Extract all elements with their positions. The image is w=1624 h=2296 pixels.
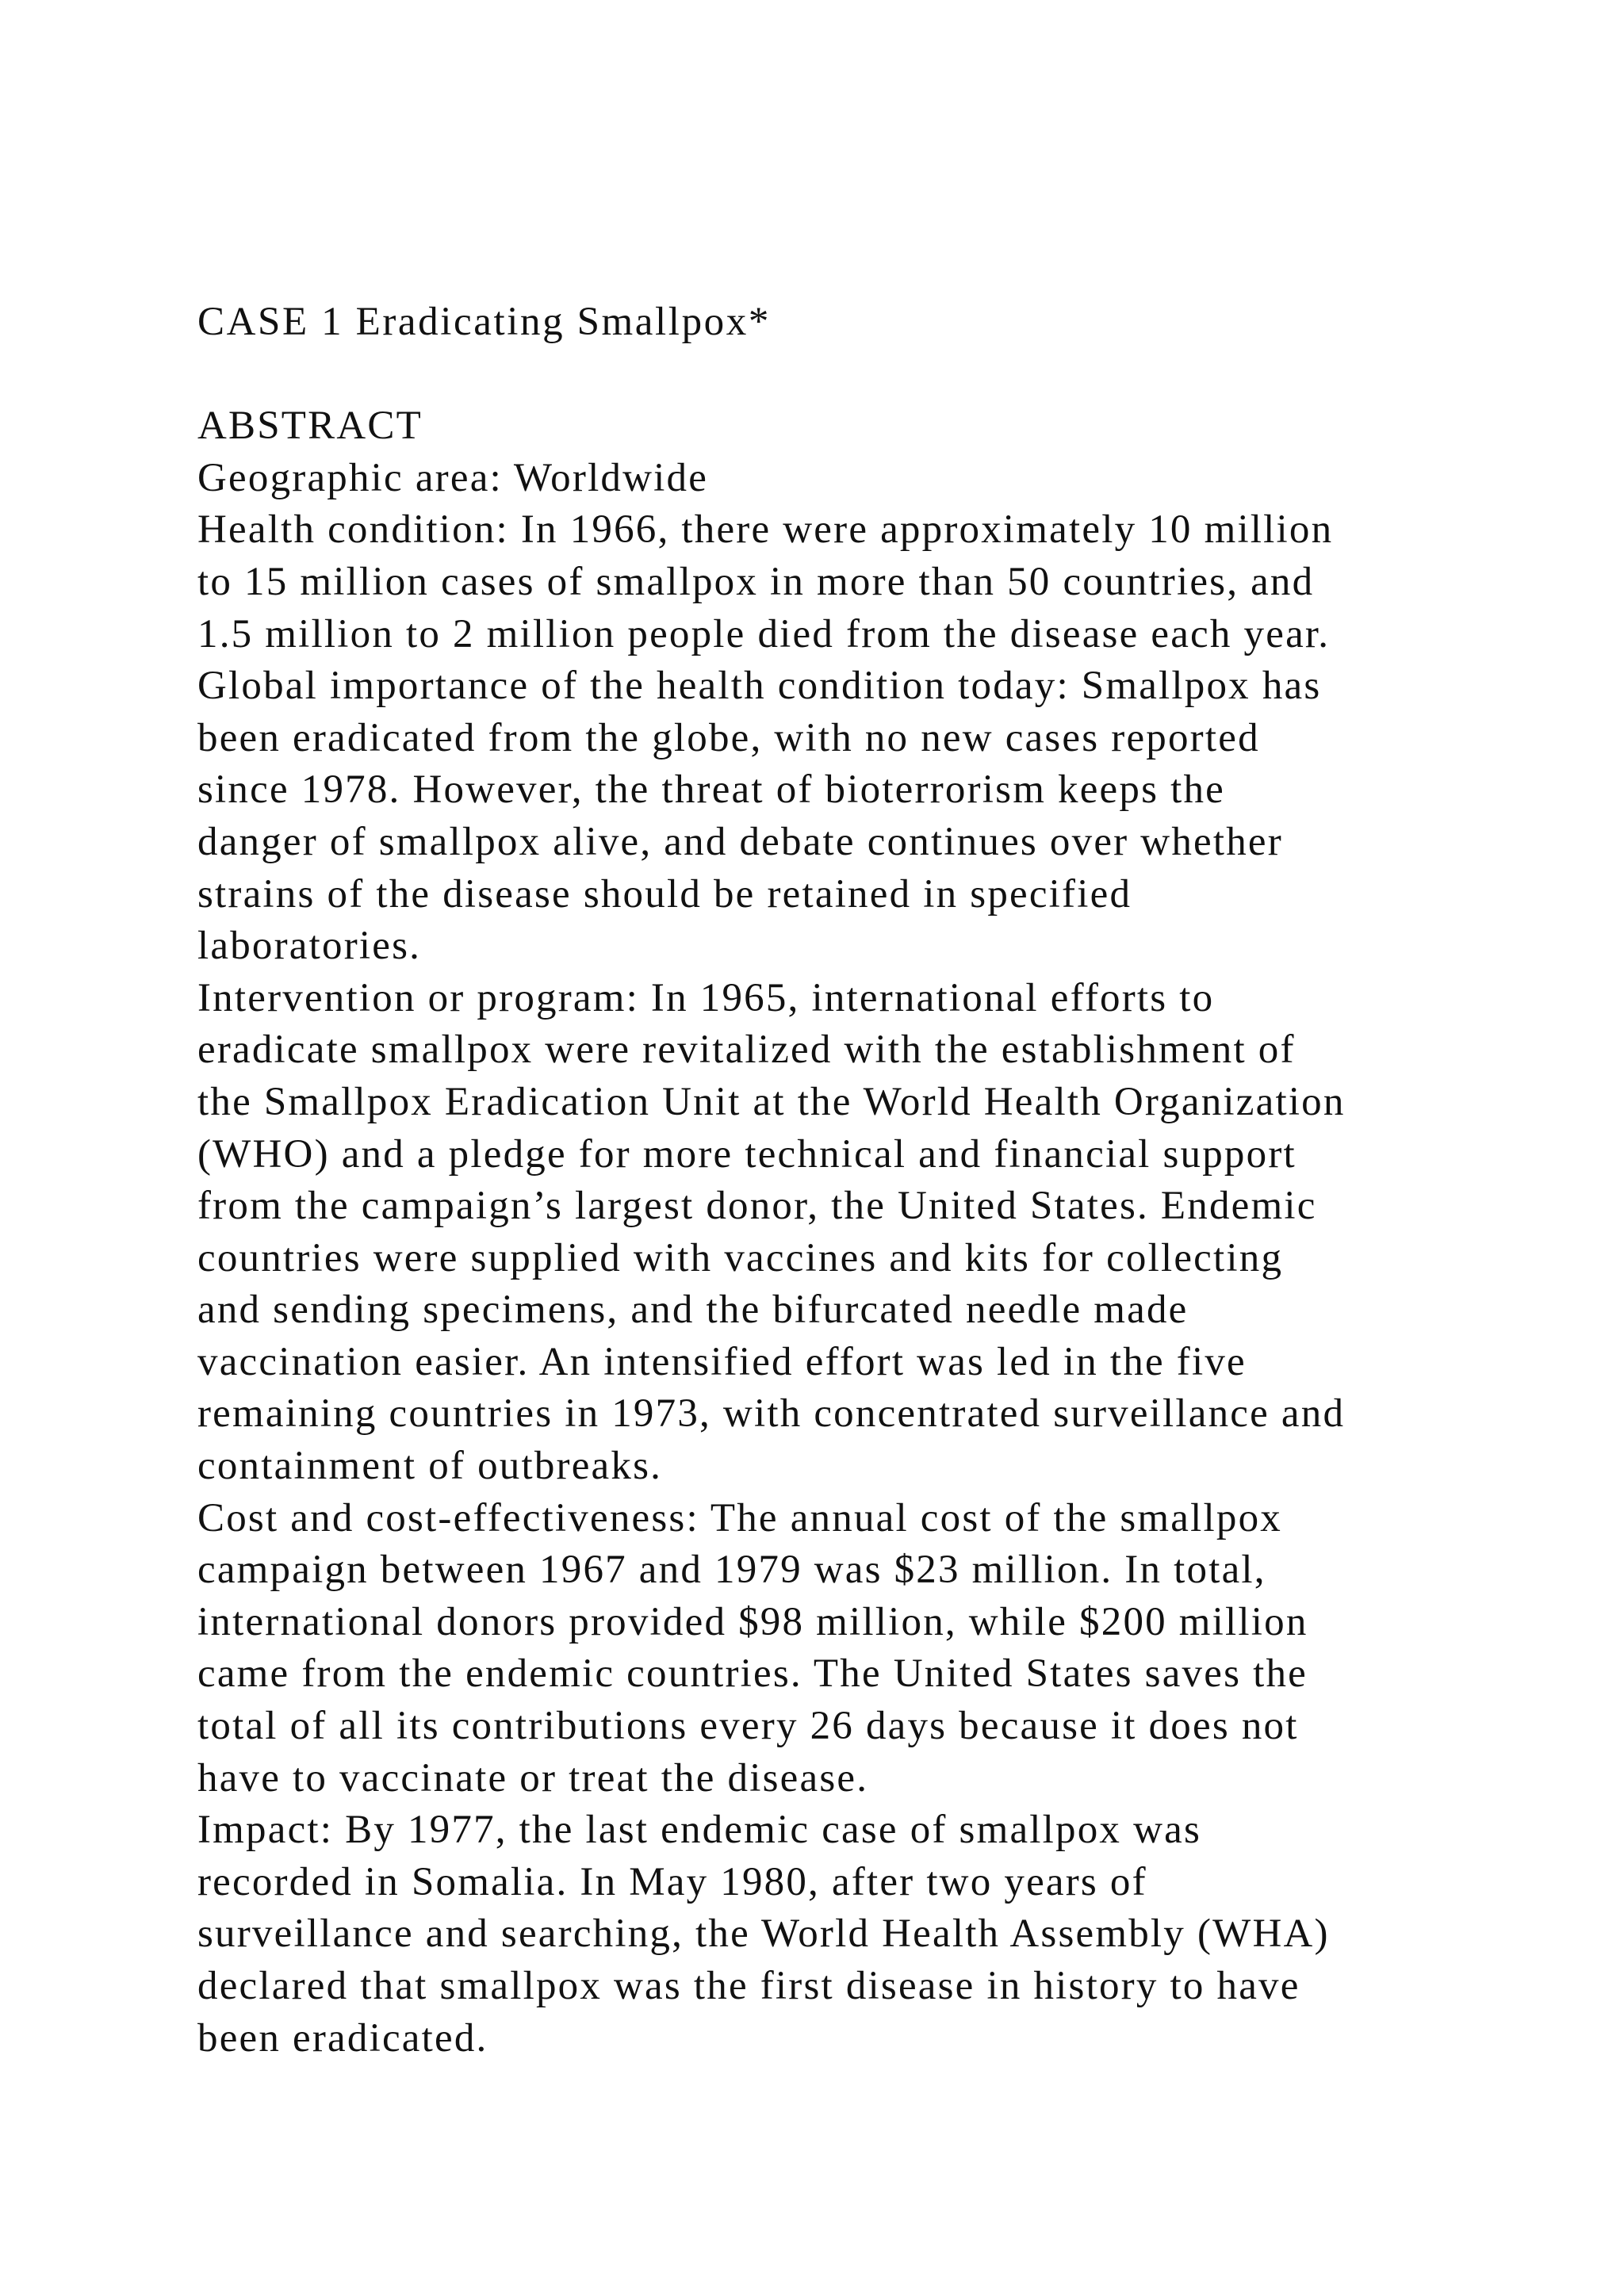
text-line: international donors provided $98 million, while $200 million [197,1599,1308,1644]
text-line: Cost and cost-effectiveness: The annual cost of the smallpox [197,1495,1282,1540]
blank-line [197,349,1434,401]
text-line: danger of smallpox alive, and debate continues over whether [197,819,1283,864]
text-line: remaining countries in 1973, with concentrated surveillance and [197,1391,1346,1437]
text-line: laboratories. [197,924,422,969]
text-line: vaccination easier. An intensified effort was led in the five [197,1339,1247,1384]
text-line: surveillance and searching, the World Health Assembly (WHA) [197,1911,1330,1957]
text-line: declared that smallpox was the first disease in history to have [197,1964,1300,2008]
text-line: came from the endemic countries. The United States saves the [197,1651,1308,1697]
text-line: strains of the disease should be retained in specified [197,871,1132,916]
text-line: the Smallpox Eradication Unit at the World Health Organization [197,1079,1346,1124]
text-line: Health condition: In 1966, there were approximately 10 million [197,507,1334,553]
text-line: to 15 million cases of smallpox in more than 50 countries, and [197,559,1315,604]
text-line: Global importance of the health condition today: Smallpox has [197,664,1322,709]
abstract-text [197,453,1434,2064]
text-line: total of all its contributions every 26 days because it does not [197,1704,1299,1749]
text-line: and sending specimens, and the bifurcated needle made [197,1288,1189,1333]
text-line: been eradicated. [197,2015,488,2061]
text-line: from the campaign’s largest donor, the United States. Endemic [197,1184,1317,1229]
text-line: (WHO) and a pledge for more technical and financial support [197,1131,1297,1177]
text-line: been eradicated from the globe, with no new cases reported [197,715,1260,760]
text-line: Intervention or program: In 1965, international efforts to [197,975,1215,1020]
text-line: countries were supplied with vaccines and kits for collecting [197,1235,1284,1280]
document-body [197,297,1434,2064]
text-line: Geographic area: Worldwide [197,455,709,500]
case-title: CASE 1 Eradicating Smallpox* [197,300,771,344]
text-line: have to vaccinate or treat the disease. [197,1755,869,1800]
text-line: Impact: By 1977, the last endemic case of smallpox was [197,1808,1202,1853]
text-line: campaign between 1967 and 1979 was $23 million. In total, [197,1548,1266,1593]
abstract-heading: ABSTRACT [197,404,423,449]
text-line: 1.5 million to 2 million people died from the disease each year. [197,611,1331,656]
text-line: eradicate smallpox were revitalized with the establishment of [197,1027,1296,1073]
text-line: since 1978. However, the threat of bioterrorism keeps the [197,767,1225,813]
text-line: recorded in Somalia. In May 1980, after two years of [197,1859,1147,1904]
text-line: containment of outbreaks. [197,1444,663,1489]
